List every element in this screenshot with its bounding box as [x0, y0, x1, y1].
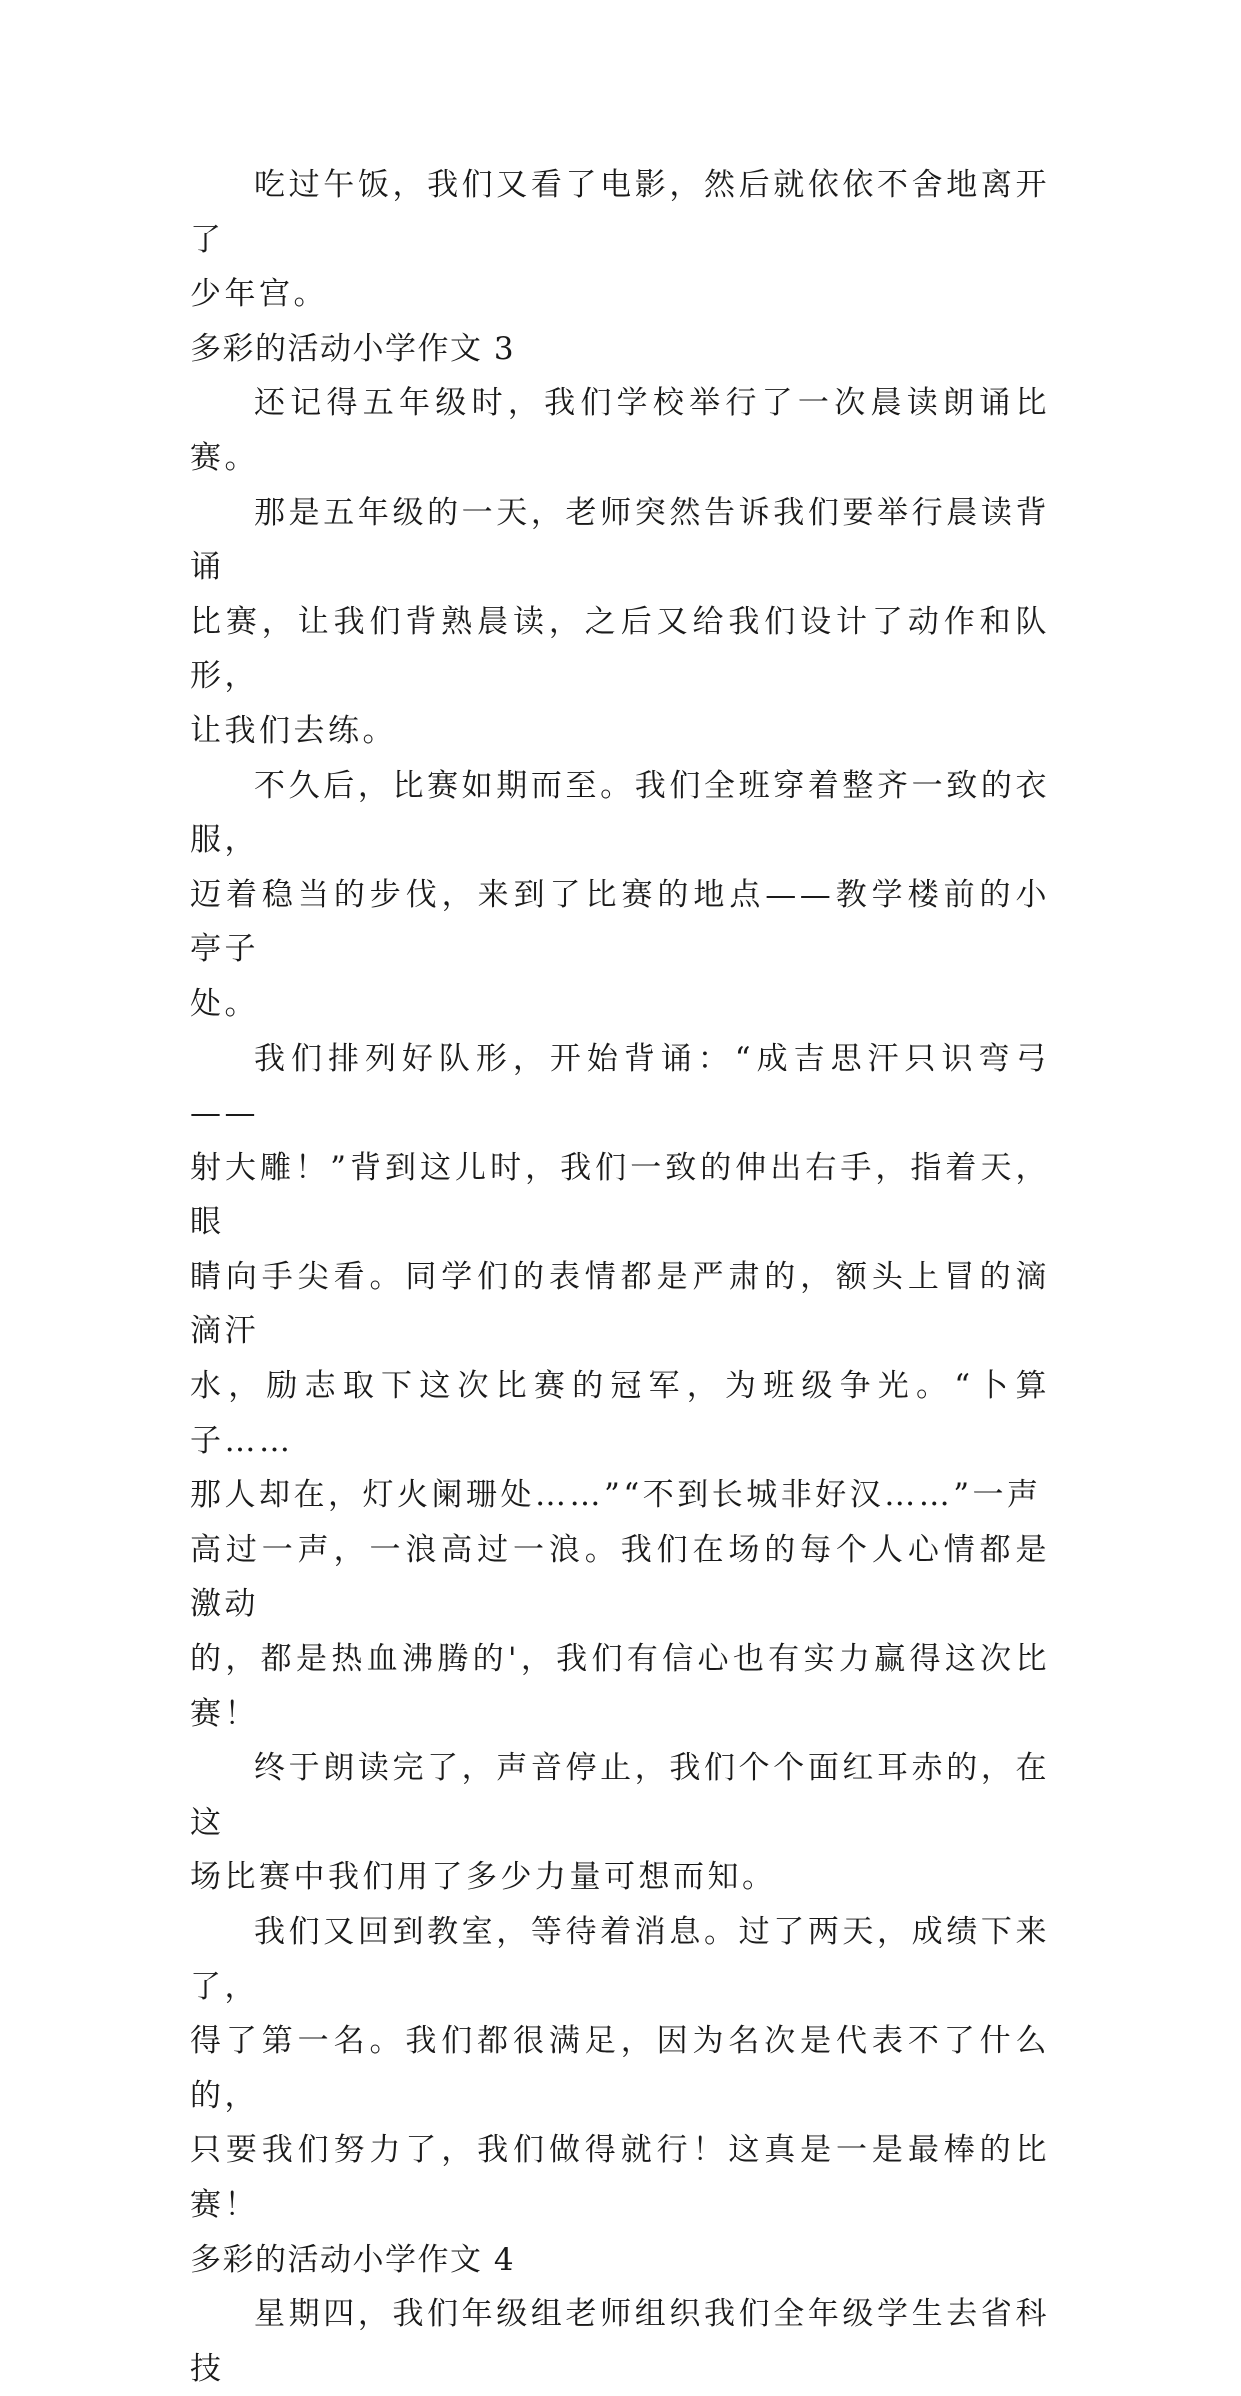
- text-line: 吃过午饭，我们又看了电影，然后就依依不舍地离开了: [190, 167, 1050, 258]
- text-line: 迈着稳当的步伐，来到了比赛的地点——教学楼前的小亭子: [190, 876, 1050, 968]
- text-line: 的，都是热血沸腾的'，我们有信心也有实力赢得这次比赛！: [190, 1641, 1050, 1732]
- document-body: [190, 158, 1050, 2396]
- paragraph: [190, 1741, 1050, 1905]
- text-line: 高过一声，一浪高过一浪。我们在场的每个人心情都是激动: [190, 1531, 1050, 1623]
- text-line: 比赛，让我们背熟晨读，之后又给我们设计了动作和队形，: [190, 603, 1050, 695]
- section-heading: 多彩的活动小学作文 4: [190, 2241, 516, 2278]
- paragraph: [190, 486, 1050, 759]
- paragraph: [190, 1032, 1050, 1742]
- text-line: 那人却在，灯火阑珊处……”“不到长城非好汉……”一声: [190, 1477, 1042, 1514]
- text-line: 少年宫。: [190, 276, 328, 313]
- text-line: 我们又回到教室，等待着消息。过了两天，成绩下来了，: [190, 1914, 1050, 2005]
- paragraph: [190, 376, 1050, 485]
- text-line: 那是五年级的一天，老师突然告诉我们要举行晨读背诵: [190, 494, 1050, 586]
- text-line: 场比赛中我们用了多少力量可想而知。: [190, 1859, 777, 1896]
- text-line: 射大雕！”背到这儿时，我们一致的伸出右手，指着天，眼: [190, 1149, 1050, 1241]
- text-line: 只要我们努力了，我们做得就行！这真是一是最棒的比赛！: [190, 2132, 1050, 2223]
- text-line: 处。: [190, 985, 259, 1022]
- text-line: 睛向手尖看。同学们的表情都是严肃的，额头上冒的滴滴汗: [190, 1258, 1050, 1350]
- text-line: 水，励志取下这次比赛的冠军，为班级争光。“卜算子……: [190, 1368, 1050, 1459]
- text-line: 我们排列好队形，开始背诵：“成吉思汗只识弯弓——: [190, 1040, 1050, 1132]
- text-line: 得了第一名。我们都很满足，因为名次是代表不了什么的，: [190, 2023, 1050, 2114]
- text-line: 星期四，我们年级组老师组织我们全年级学生去省科技: [190, 2296, 1050, 2387]
- text-line: 终于朗读完了，声音停止，我们个个面红耳赤的，在这: [190, 1750, 1050, 1841]
- paragraph: [190, 1905, 1050, 2233]
- section-heading: 多彩的活动小学作文 3: [190, 330, 516, 367]
- paragraph: [190, 158, 1050, 322]
- paragraph: [190, 2287, 1050, 2396]
- text-line: 让我们去练。: [190, 712, 397, 749]
- text-line: 还记得五年级时，我们学校举行了一次晨读朗诵比赛。: [190, 385, 1050, 476]
- text-line: 不久后，比赛如期而至。我们全班穿着整齐一致的衣服，: [190, 767, 1050, 859]
- paragraph: [190, 759, 1050, 1032]
